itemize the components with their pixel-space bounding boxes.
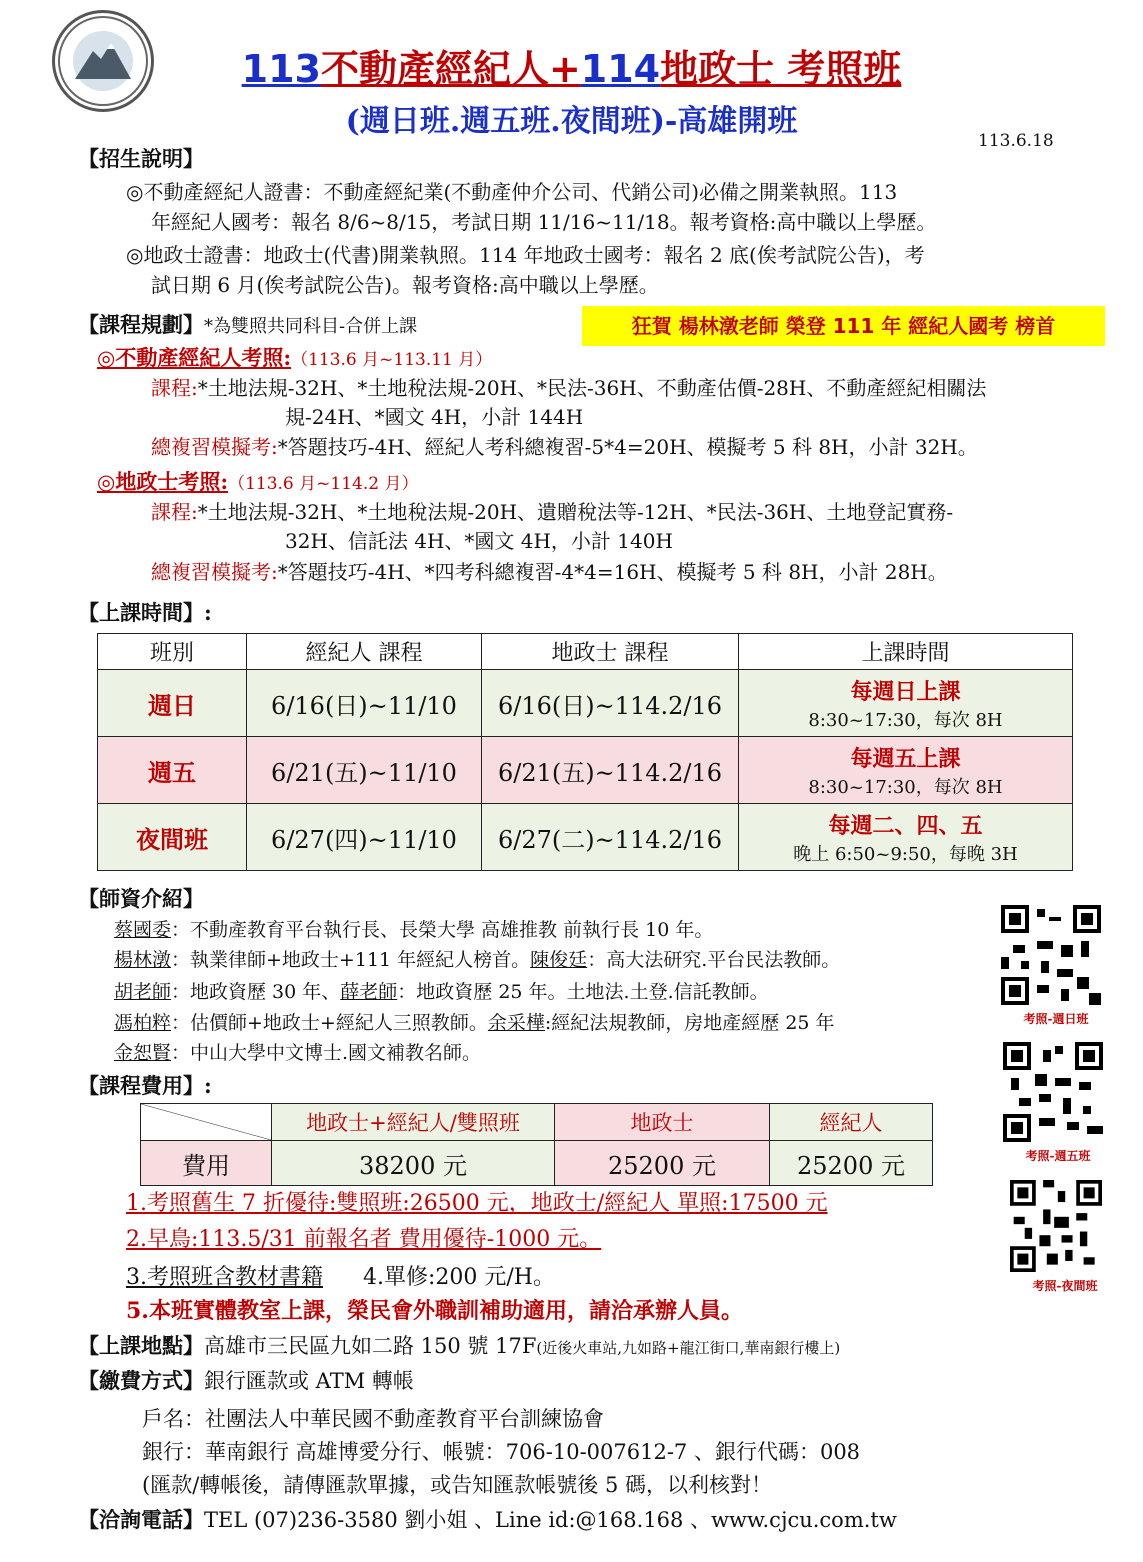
fee-note-2: 2.早鳥:113.5/31 前報名者 費用優待-1000 元。 [126, 1227, 602, 1252]
title-land: 地政士 考照班 [660, 47, 902, 91]
land-plan-period: （113.6 月~114.2 月） [228, 474, 419, 494]
fees-table [140, 1103, 933, 1186]
land-review-line [151, 557, 948, 587]
account-name: 戶名：社團法人中華民國不動產教育平台訓練協會 [142, 1407, 604, 1431]
class-time-hours: 8:30~17:30，每次 8H [808, 709, 1003, 731]
class-time [739, 737, 1073, 804]
fees-corner-cell [141, 1104, 272, 1141]
fee-note-3: 3.考照班含教材書籍 [126, 1265, 323, 1290]
teacher-desc: ：執業律師+地政士+111 年經紀人榜首。 [171, 949, 531, 971]
land-review-label: 總複習模擬考: [151, 560, 278, 584]
land-dates: 6/21(五)~114.2/16 [482, 737, 739, 804]
payment-method: 銀行匯款或 ATM 轉帳 [204, 1369, 414, 1393]
fee-land: 25200 元 [555, 1141, 770, 1186]
broker-dates: 6/16(日)~11/10 [247, 670, 482, 737]
issue-date: 113.6.18 [978, 131, 1054, 151]
payment-line [78, 1365, 414, 1395]
location-label: 【上課地點】 [78, 1333, 204, 1358]
page-title [0, 38, 1143, 93]
fee-col-land: 地政士 [555, 1104, 770, 1141]
location-address: 高雄市三民區九如二路 150 號 17F [204, 1334, 537, 1358]
teacher-name: 陳俊廷 [530, 949, 588, 971]
col-time: 上課時間 [739, 634, 1073, 670]
enroll-p1-line2: 年經紀人國考：報名 8/6~8/15，考試日期 11/16~11/18。報考資格:高中職以上學歷。 [151, 210, 937, 234]
fees-header-row [141, 1104, 933, 1141]
class-time-days: 每週二、四、五 [828, 812, 983, 839]
location-note: (近後火車站,九如路+龍江街口,華南銀行樓上) [536, 1339, 841, 1357]
payment-label: 【繳費方式】 [78, 1368, 204, 1393]
table-row [98, 737, 1073, 804]
broker-plan-title [97, 342, 492, 372]
col-broker: 經紀人 課程 [247, 634, 482, 670]
teacher-desc: ：地政資歷 25 年。土地法.土登.信託教師。 [397, 981, 769, 1003]
class-time-hours: 8:30~17:30，每次 8H [808, 776, 1003, 798]
teacher-name: 薛老師 [340, 981, 398, 1003]
table-row [98, 804, 1073, 871]
land-course-label: 課程: [151, 500, 198, 524]
enroll-p1-line1: ◎不動產經紀人證書：不動產經紀業(不動產仲介公司、代銷公司)必備之開業執照。113 [126, 180, 898, 204]
broker-plan-period: （113.6 月~113.11 月） [291, 350, 493, 370]
title-year-broker: 113 [241, 47, 321, 91]
qr-label: 考照-週日班 [1023, 1012, 1089, 1026]
teacher-desc: ：地政資歷 30 年、 [171, 981, 341, 1003]
broker-course-line2: 規-24H、*國文 4H，小計 144H [285, 405, 584, 429]
teacher-name: 金恕賢 [114, 1042, 172, 1064]
plan-heading [78, 309, 417, 339]
title-broker: 不動產經紀人+ [320, 47, 581, 91]
class-name: 週五 [98, 737, 247, 804]
class-time [739, 670, 1073, 737]
class-time-days: 每週五上課 [850, 745, 961, 772]
teacher-name: 余采樺 [487, 1012, 545, 1034]
fees-heading: 【課程費用】: [78, 1073, 212, 1098]
congrats-banner: 狂賀 楊林潡老師 榮登 111 年 經紀人國考 榜首 [582, 306, 1105, 346]
teacher-line [114, 945, 840, 975]
class-time-hours: 晚上 6:50~9:50，每晚 3H [793, 843, 1018, 865]
qr-sunday[interactable] [1001, 905, 1111, 1027]
teachers-heading: 【師資介紹】 [78, 886, 204, 911]
teacher-name: 蔡國委 [114, 919, 172, 941]
land-course-text1: *土地法規-32H、*土地稅法規-20H、遺贈稅法等-12H、*民法-36H、土地登記實務- [197, 500, 954, 524]
broker-course-label: 課程: [151, 376, 198, 400]
title-year-land: 114 [580, 47, 661, 91]
land-dates: 6/27(二)~114.2/16 [482, 804, 739, 871]
enroll-p2-line2: 試日期 6 月(俟考試院公告)。報考資格:高中職以上學歷。 [151, 273, 659, 297]
teacher-desc: ：高大法研究.平台民法教師。 [587, 949, 841, 971]
broker-review-line [151, 432, 978, 462]
col-land: 地政士 課程 [482, 634, 739, 670]
class-time [739, 804, 1073, 871]
table-row [98, 670, 1073, 737]
teacher-line [114, 1038, 481, 1068]
bank-info: 銀行：華南銀行 高雄博愛分行、帳號：706-10-007612-7 、銀行代碼：008 [142, 1440, 861, 1464]
enroll-p2-line1: ◎地政士證書：地政士(代書)開業執照。114 年地政士國考：報名 2 底(俟考試院公告)，考 [126, 243, 925, 267]
teacher-desc: ：估價師+地政士+經紀人三照教師。 [171, 1012, 488, 1034]
remit-note: (匯款/轉帳後，請傳匯款單據，或告知匯款帳號後 5 碼，以利核對！ [142, 1473, 772, 1497]
fee-broker: 25200 元 [770, 1141, 933, 1186]
broker-course-line1 [151, 373, 986, 403]
broker-course-text1: *土地法規-32H、*土地稅法規-20H、*民法-36H、不動產估價-28H、不動產經紀相關法 [197, 376, 987, 400]
contact-label: 【洽詢電話】 [78, 1507, 204, 1532]
fee-dual: 38200 元 [272, 1141, 555, 1186]
class-name: 夜間班 [98, 804, 247, 871]
teacher-desc: ：不動產教育平台執行長、長榮大學 高雄推教 前執行長 10 年。 [171, 919, 714, 941]
land-plan-title [97, 466, 418, 496]
page-subtitle: (週日班.週五班.夜間班)-高雄開班 [345, 104, 798, 139]
teacher-name: 胡老師 [114, 981, 172, 1003]
contact-line [78, 1504, 897, 1534]
fee-note-3-4 [126, 1260, 555, 1291]
fee-row-label: 費用 [141, 1141, 272, 1186]
fee-note-4: 4.單修:200 元/H。 [363, 1265, 555, 1290]
plan-heading-label: 【課程規劃】 [78, 312, 204, 337]
land-course-line1 [151, 497, 953, 527]
broker-dates: 6/27(四)~11/10 [247, 804, 482, 871]
land-plan-label: ◎地政士考照: [97, 469, 229, 494]
teacher-name: 楊林潡 [114, 949, 172, 971]
qr-code-icon [1010, 1180, 1102, 1272]
qr-label: 考照-夜間班 [1032, 1279, 1098, 1293]
qr-code-icon [1003, 1042, 1103, 1142]
schedule-table [97, 633, 1073, 871]
enroll-heading: 【招生說明】 [78, 146, 204, 171]
qr-night[interactable] [1010, 1180, 1120, 1294]
teacher-name: 馮柏粹 [114, 1012, 172, 1034]
schedule-heading: 【上課時間】: [78, 600, 212, 625]
schedule-header-row [98, 634, 1073, 670]
broker-dates: 6/21(五)~11/10 [247, 737, 482, 804]
qr-friday[interactable] [1003, 1042, 1113, 1164]
plan-heading-note: *為雙照共同科目-合併上課 [204, 316, 418, 337]
contact-info: TEL (07)236-3580 劉小姐 、Line id:@168.168 、www.cjcu.com.tw [204, 1508, 897, 1532]
col-class: 班別 [98, 634, 247, 670]
qr-label: 考照-週五班 [1025, 1149, 1091, 1163]
teacher-line [114, 977, 769, 1007]
land-course-line2: 32H、信託法 4H、*國文 4H，小計 140H [285, 529, 673, 553]
broker-plan-label: ◎不動產經紀人考照: [97, 345, 292, 370]
fees-value-row [141, 1141, 933, 1186]
class-time-days: 每週日上課 [850, 678, 961, 705]
broker-review-label: 總複習模擬考: [151, 435, 278, 459]
fee-col-broker: 經紀人 [770, 1104, 933, 1141]
fee-col-dual: 地政士+經紀人/雙照班 [272, 1104, 555, 1141]
diagonal-line-icon [141, 1104, 271, 1140]
class-name: 週日 [98, 670, 247, 737]
broker-review-text: *答題技巧-4H、經紀人考科總複習-5*4=20H、模擬考 5 科 8H，小計 32H。 [277, 435, 978, 459]
teacher-desc: :經紀法規教師，房地產經歷 25 年 [544, 1012, 835, 1034]
land-dates: 6/16(日)~114.2/16 [482, 670, 739, 737]
land-review-text: *答題技巧-4H、*四考科總複習-4*4=16H、模擬考 5 科 8H，小計 28H。 [277, 560, 948, 584]
qr-code-icon [1001, 905, 1101, 1005]
fee-note-5: 5.本班實體教室上課，榮民會外職訓補助適用，請洽承辦人員。 [126, 1298, 743, 1324]
teacher-line [114, 915, 713, 945]
fee-note-1: 1.考照舊生 7 折優待:雙照班:26500 元，地政士/經紀人 單照:17500 元 [126, 1191, 828, 1216]
teacher-line [114, 1008, 835, 1038]
location-line [78, 1330, 840, 1360]
teacher-desc: ：中山大學中文博士.國文補教名師。 [171, 1042, 482, 1064]
